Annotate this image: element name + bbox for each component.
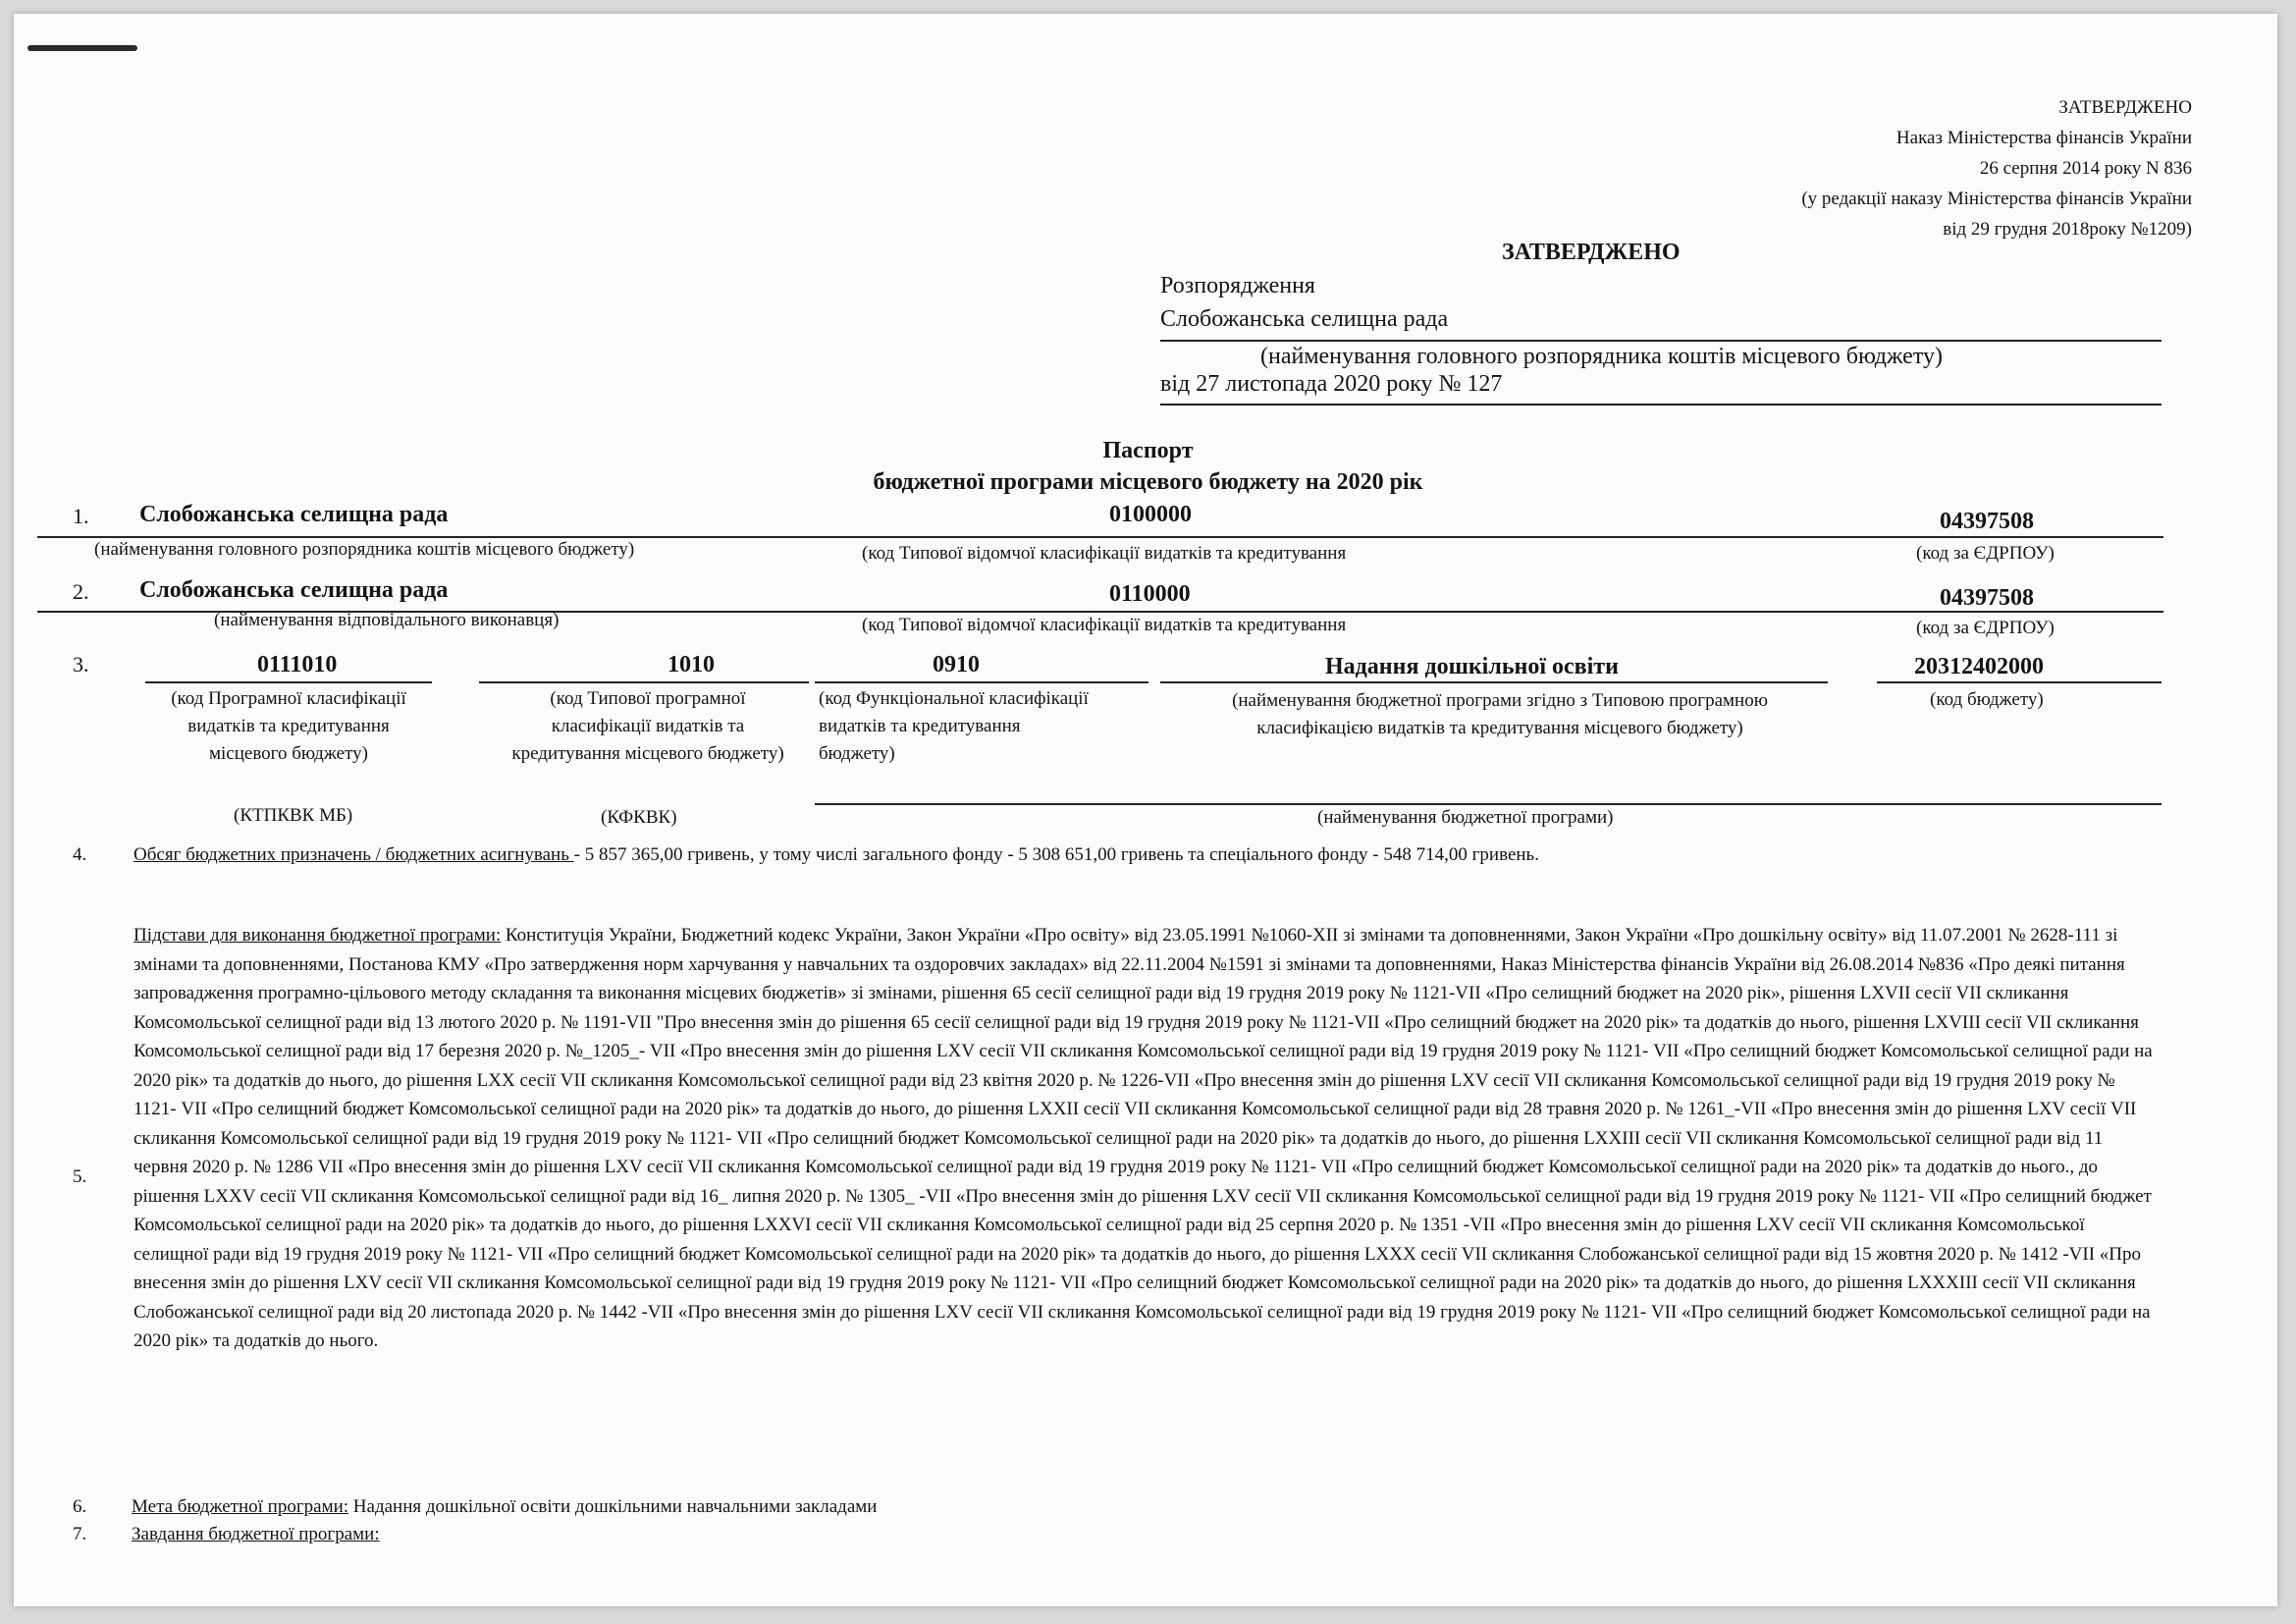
row3-budget-code-caption: (код бюджету): [1930, 689, 2044, 710]
scan-artifact: [27, 45, 137, 51]
row2-number: 2.: [73, 579, 89, 604]
row2-edrpou-caption: (код за ЄДРПОУ): [1916, 618, 2055, 638]
document-page: [14, 14, 2277, 1606]
row3-program-name-line: [815, 803, 2162, 805]
row2-code-caption: (код Типової відомчої класифікації видатків та кредитування: [862, 615, 1347, 635]
row3-program-caption-line2: класифікацією видатків та кредитування місцевого бюджету): [1256, 718, 1743, 738]
row3-number: 3.: [73, 652, 89, 677]
approval-org: Слобожанська селищна рада: [1160, 306, 1449, 332]
row3-tpkvk-abbr: (КФКВК): [601, 807, 677, 828]
approval-org-line: [1160, 340, 2162, 342]
approval-date-underline: [1160, 404, 2162, 406]
row3-kpkvk-caption: [145, 685, 432, 768]
row4-text: - 5 857 365,00 гривень, у тому числі загального фонду - 5 308 651,00 гривень та спеціального фонду - 548 714,00 гривень.: [573, 844, 1539, 865]
approval-doc-type: Розпорядження: [1160, 273, 1315, 298]
row1-edrpou-caption: (код за ЄДРПОУ): [1916, 543, 2055, 564]
row6-content: [132, 1496, 877, 1518]
row4-label: Обсяг бюджетних призначень / бюджетних асигнувань: [133, 844, 574, 865]
row4-content: [133, 844, 1539, 866]
row3-program-name-caption: (найменування бюджетної програми): [1317, 807, 1614, 828]
row3-kpkvk-abbr: (КТПКВК МБ): [234, 805, 353, 826]
approval-top-title: ЗАТВЕРДЖЕНО: [2058, 97, 2192, 118]
row1-edrpou: 04397508: [1940, 509, 2034, 534]
row2-name: Слобожанська селищна рада: [139, 577, 449, 603]
row3-tpkvk-caption-line1: (код Типової програмної: [550, 688, 746, 709]
row3-fkvk-caption-line3: бюджету): [819, 743, 895, 764]
row1-code-caption: (код Типової відомчої класифікації видатків та кредитування: [862, 543, 1347, 564]
row1-name: Слобожанська селищна рада: [139, 502, 449, 527]
row1-number: 1.: [73, 504, 89, 528]
row5-number: 5.: [73, 1166, 87, 1187]
approval-top-line2: 26 серпня 2014 року N 836: [1979, 158, 2192, 179]
row3-tpkvk-caption-line2: класифікації видатків та: [551, 716, 745, 736]
approval-top: [1505, 92, 2192, 244]
passport-subtitle: бюджетної програми місцевого бюджету на 2020 рік: [873, 469, 1423, 495]
row1-line: [37, 536, 2163, 538]
approval-main-title: ЗАТВЕРДЖЕНО: [1502, 240, 1681, 265]
row3-tpkvk: 1010: [667, 652, 715, 677]
row2-name-caption: (найменування відповідального виконавця): [214, 610, 560, 630]
passport-title: Паспорт: [1102, 438, 1194, 463]
row2-edrpou: 04397508: [1940, 585, 2034, 611]
row3-program-caption: [1166, 687, 1834, 742]
row3-kpkvk-caption-line3: місцевого бюджету): [208, 743, 368, 764]
row3-program-caption-line1: (найменування бюджетної програми згідно з Типовою програмною: [1232, 690, 1768, 711]
row3-kpkvk-caption-line2: видатків та кредитування: [187, 716, 390, 736]
row1-code: 0100000: [1109, 502, 1192, 527]
row2-code: 0110000: [1109, 581, 1191, 607]
row3-fkvk: 0910: [933, 652, 980, 677]
row3-kpkvk: 0111010: [257, 652, 338, 677]
row5-content: [133, 921, 2156, 1356]
row3-fkvk-caption-line1: (код Функціональної класифікації: [819, 688, 1089, 709]
row3-tpkvk-caption: [471, 685, 825, 768]
row6-text: Надання дошкільної освіти дошкільними навчальними закладами: [348, 1496, 878, 1517]
row7-label: Завдання бюджетної програми:: [132, 1524, 380, 1544]
approval-date-line: від 27 листопада 2020 року № 127: [1160, 371, 1503, 397]
row3-program-line: [1160, 681, 1828, 683]
approval-top-line4: від 29 грудня 2018року №1209): [1943, 219, 2192, 240]
row3-tpkvk-line: [479, 681, 809, 683]
approval-org-caption: (найменування головного розпорядника коштів місцевого бюджету): [1260, 344, 1943, 369]
row5-text: Конституція України, Бюджетний кодекс України, Закон України «Про освіту» від 23.05.1991 №1060-XII зі змінами та доповненнями, Закон України «Про дошкільну освіту» від 11.07.2001 № 2628-111 зі змінами та доповненнями, Постанова КМУ «Про затвердження норм харчування у навчальних та оздоровчих закладах» від 22.11.2004 №1591 зі змінами та доповненнями, Наказ Міністерства фінансів України від 26.08.2014 №836 «Про деякі питання запровадження програмно-цільового методу складання та виконання місцевих бюджетів» зі змінами, рішення 65 сесії селищної ради від 19 грудня 2019 року № 1121-VII «Про селищний бюджет на 2020 рік», рішення LXVII сесії VII скликання Комсомольської селищної ради від 13 лютого 2020 р. № 1191-VII "Про внесення змін до рішення 65 сесії селищної ради від 19 грудня 2019 року № 1121-VII «Про селищний бюджет на 2020 рік» та додатків до нього, рішення LXVIII сесії VII скликання Комсомольської селищної ради від 17 березня 2020 р. №_1205_- VII «Про внесення змін до рішення LXV сесії VII скликання Комсомольської селищної ради від 19 грудня 2019 року № 1121- VII «Про селищний бюджет Комсомольської селищної ради на 2020 рік» та додатків до нього, до рішення LXX сесії VII скликання Комсомольської селищної ради від 23 квітня 2020 р. № 1226-VII «Про внесення змін до рішення LXV сесії VII скликання Комсомольської селищної ради від 19 грудня 2019 року № 1121- VII «Про селищний бюджет Комсомольської селищної ради на 2020 рік» та додатків до нього, до рішення LXXII сесії VII скликання Комсомольської селищної ради від 28 травня 2020 р. № 1261_-VII «Про внесення змін до рішення LXV сесії VII скликання Комсомольської селищної ради від 19 грудня 2019 року № 1121- VII «Про селищний бюджет Комсомольської селищної ради на 2020 рік» та додатків до нього, до рішення LXXIII сесії VII скликання Комсомольської селищної ради від 11 червня 2020 р. № 1286 VII «Про внесення змін до рішення LXV сесії VII скликання Комсомольської селищної ради від 19 грудня 2019 року № 1121- VII «Про селищний бюджет Комсомольської селищної ради на 2020 рік» та додатків до нього., до рішення LXXV сесії VII скликання Комсомольської селищної ради від 16_ липня 2020 р. № 1305_ -VII «Про внесення змін до рішення LXV сесії VII скликання Комсомольської селищної ради від 19 грудня 2019 року № 1121- VII «Про селищний бюджет Комсомольської селищної ради на 2020 рік» та додатків до нього, до рішення LXXVI сесії VII скликання Комсомольської селищної ради від 25 серпня 2020 р. № 1351 -VII «Про внесення змін до рішення LXV сесії VII скликання Комсомольської селищної ради від 19 грудня 2019 року № 1121- VII «Про селищний бюджет Комсомольської селищної ради на 2020 рік» та додатків до нього, до рішення LXXX сесії VII скликання Слобожанської селищної ради від 15 жовтня 2020 р. № 1412 -VII «Про внесення змін до рішення LXV сесії VII скликання Комсомольської селищної ради від 19 грудня 2019 року № 1121- VII «Про селищний бюджет Комсомольської селищної ради на 2020 рік» та додатків до нього, до рішення LXXXIII сесії VII скликання Слобожанської селищної ради від 20 листопада 2020 р. № 1442 -VII «Про внесення змін до рішення LXV сесії VII скликання Комсомольської селищної ради від 19 грудня 2019 року № 1121- VII «Про селищний бюджет Комсомольської селищної ради на 2020 рік» та додатків до нього.: [133, 925, 2153, 1351]
row3-fkvk-caption-line2: видатків та кредитування: [819, 716, 1021, 736]
approval-top-line1: Наказ Міністерства фінансів України: [1896, 128, 2192, 148]
row3-program-name: Надання дошкільної освіти: [1325, 654, 1619, 679]
row3-tpkvk-caption-line3: кредитування місцевого бюджету): [511, 743, 784, 764]
row3-kpkvk-line: [145, 681, 432, 683]
row6-number: 6.: [73, 1496, 87, 1517]
row6-label: Мета бюджетної програми:: [132, 1496, 349, 1517]
row3-fkvk-line: [815, 681, 1148, 683]
row3-fkvk-caption: [819, 685, 1162, 768]
approval-top-line3: (у редакції наказу Міністерства фінансів України: [1801, 189, 2192, 209]
row3-kpkvk-caption-line1: (код Програмної класифікації: [171, 688, 406, 709]
row1-name-caption: (найменування головного розпорядника коштів місцевого бюджету): [94, 539, 635, 560]
row5-label: Підстави для виконання бюджетної програми:: [133, 925, 502, 946]
row3-budget-line: [1877, 681, 2162, 683]
row7-number: 7.: [73, 1524, 87, 1544]
row3-budget-code: 20312402000: [1914, 654, 2044, 679]
row4-number: 4.: [73, 844, 87, 865]
